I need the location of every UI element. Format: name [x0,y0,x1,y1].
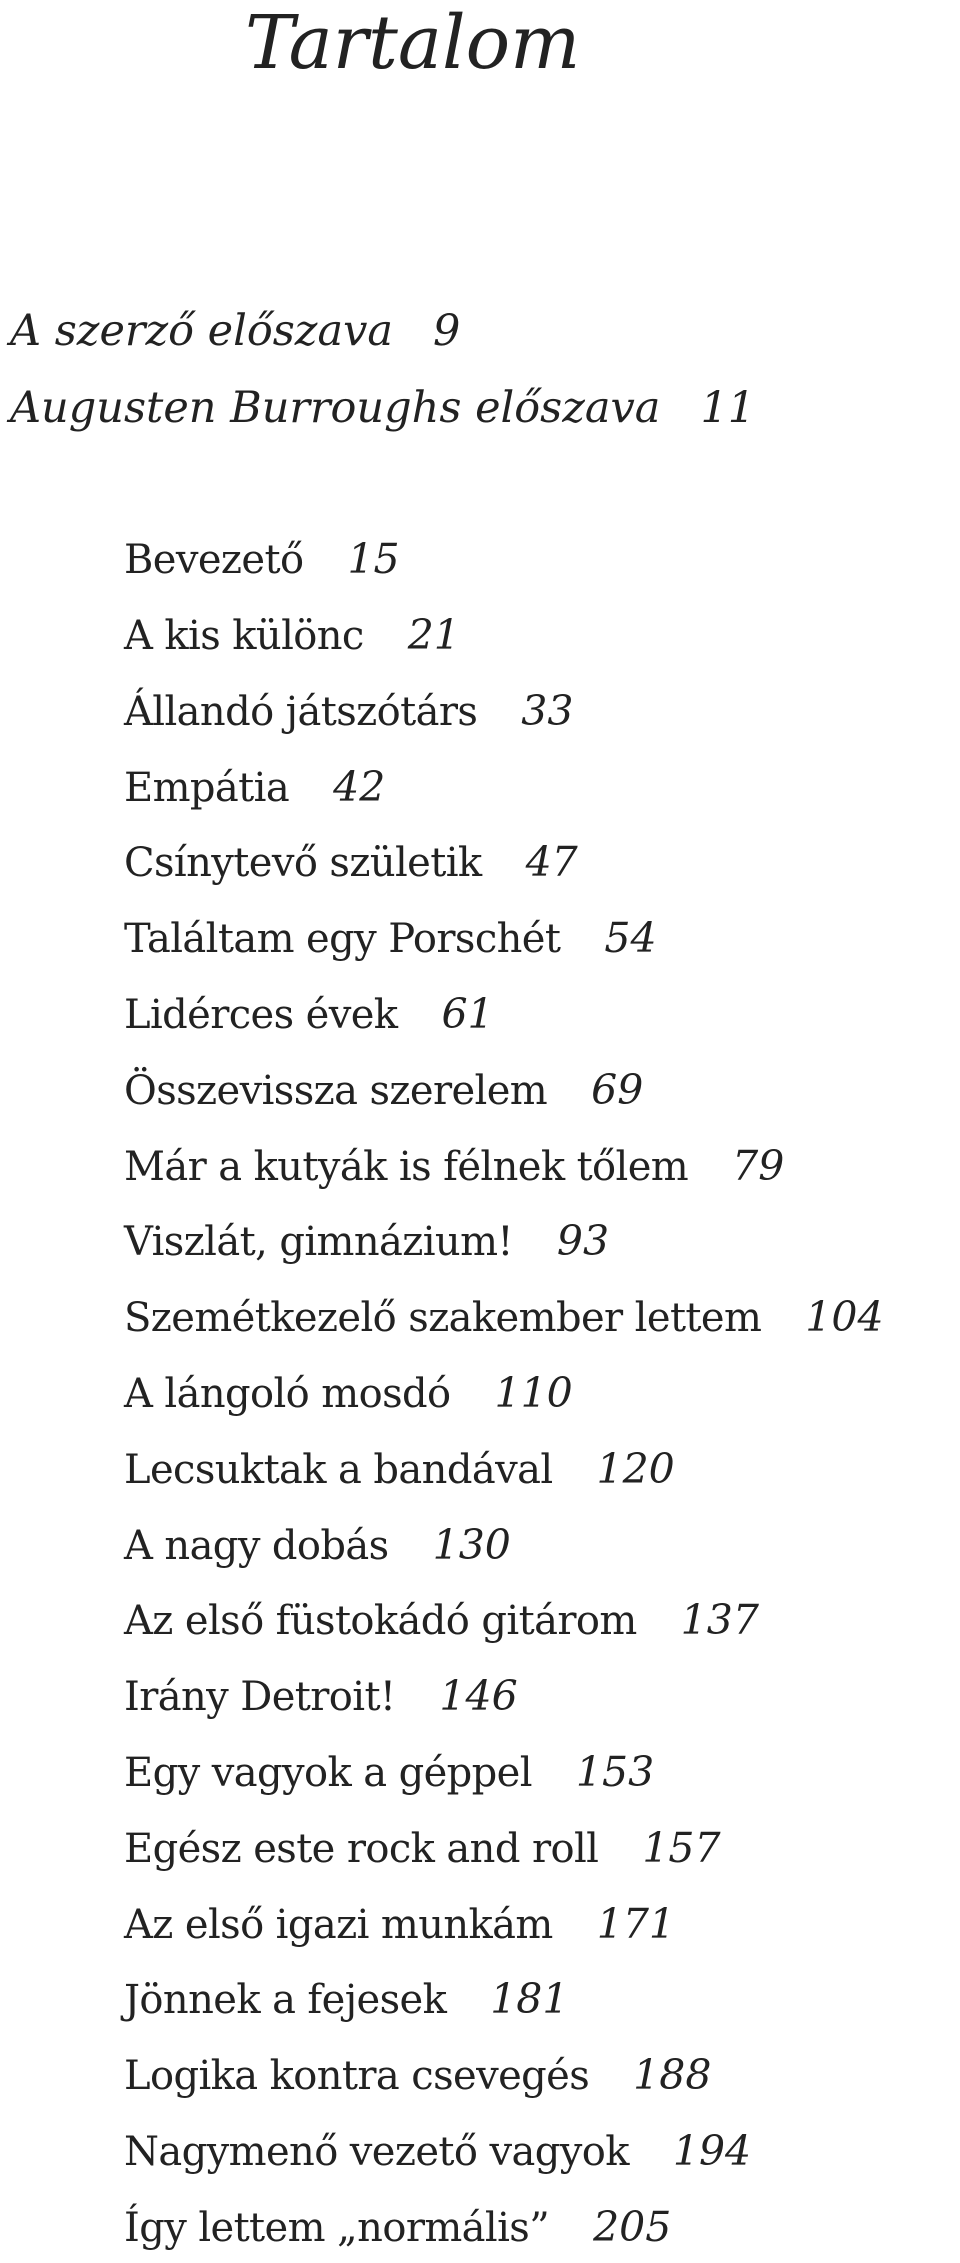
toc-entry-page: 157 [642,1823,721,1872]
toc-entry-title: Nagymenő vezető vagyok [124,2129,629,2175]
toc-entry-author-foreword [10,296,460,366]
toc-entry-title: Empátia [124,764,290,811]
toc-entry-page: 137 [680,1596,759,1645]
toc-entry-page: 69 [591,1065,644,1114]
toc-entry-title: A nagy dobás [124,1522,389,1569]
toc-entry-page: 42 [333,762,386,811]
toc-entry-title: Egész este rock and roll [124,1825,599,1872]
toc-entry-page: 11 [700,383,756,433]
page-title: Tartalom [245,0,581,86]
toc-entry-title: Irány Detroit! [124,1674,396,1721]
toc-entry-page: 33 [521,686,574,735]
toc-entry-title: Bevezető [124,537,304,583]
toc-entry-page: 21 [407,611,460,659]
toc-entry-page: 110 [494,1369,573,1417]
toc-entry-title: Lecsuktak a bandával [124,1446,553,1493]
toc-entry-page: 79 [732,1141,785,1190]
toc-entry-page: 205 [593,2202,672,2251]
toc-entry-title: Szemétkezelő szakember lettem [124,1295,762,1342]
toc-entry-title: Jönnek a fejesek [124,1977,447,2024]
toc-entry-page: 61 [441,990,494,1038]
toc-entry-page: 146 [439,1672,518,1721]
toc-entry-title: Logika kontra csevegés [124,2053,590,2100]
toc-entry-title: Állandó játszótárs [124,688,478,735]
toc-entry-page: 9 [433,306,461,356]
toc-entry-page: 181 [490,1975,569,2024]
toc-entry-page: 93 [556,1217,610,1266]
toc-entry-title: Viszlát, gimnázium! [124,1219,513,1266]
toc-entry-title: Így lettem „normális” [124,2204,550,2251]
toc-entry-page: 130 [432,1520,511,1569]
toc-entry-title: Egy vagyok a géppel [124,1750,532,1796]
toc-entry-page: 47 [525,838,578,887]
toc-entry-page: 104 [805,1293,884,1342]
toc-entry-page: 153 [575,1748,655,1796]
toc-entry-page: 194 [672,2127,752,2175]
toc-entry-title: Találtam egy Porschét [124,916,561,963]
toc-entry-title: Augusten Burroughs előszava [10,383,661,433]
toc-entry-title: A lángoló mosdó [124,1371,451,1417]
toc-entry-page: 120 [596,1444,675,1493]
toc-entry-page: 15 [347,535,400,583]
toc-entry-page: 54 [604,914,657,963]
toc-entry-title: Csínytevő születik [124,840,482,887]
toc-entry-title: Már a kutyák is félnek tőlem [124,1143,689,1190]
toc-entry-title: Az első füstokádó gitárom [124,1598,637,1645]
toc-entry-title: Összevissza szerelem [124,1067,548,1114]
toc-entry-page: 188 [633,2051,712,2100]
toc-entry-burroughs-foreword [10,373,755,443]
toc-entry-title: A szerző előszava [10,306,394,356]
toc-entry-title: Az első igazi munkám [124,1901,553,1948]
toc-entry-title: A kis különc [124,613,364,659]
toc-entry-title: Lidérces évek [124,992,398,1038]
toc-entry-page: 171 [596,1899,676,1948]
